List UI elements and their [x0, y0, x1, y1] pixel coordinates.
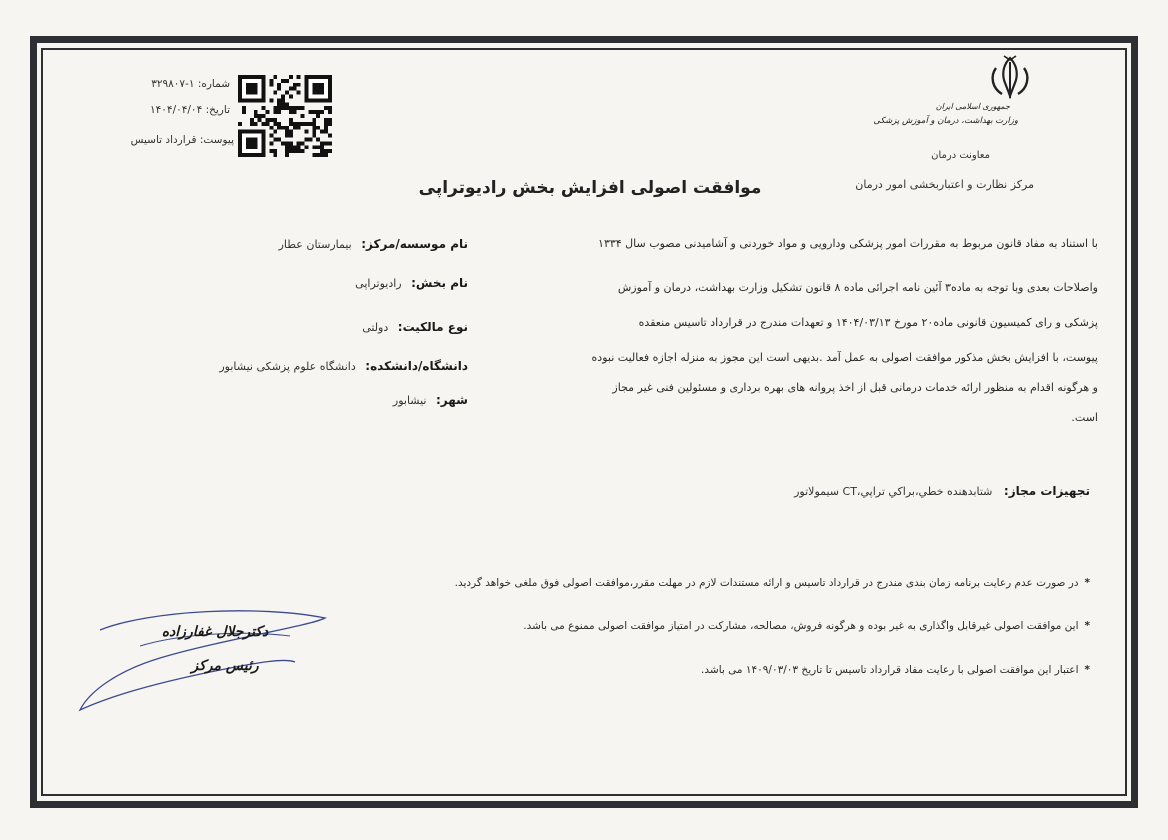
field-value: دولتی	[362, 321, 389, 334]
field-label: دانشگاه/دانشکده:	[365, 359, 468, 373]
note-text: اعتبار این موافقت اصولی با رعایت مفاد قرارداد تاسیس تا تاریخ ۱۴۰۹/۰۳/۰۳ می باشد.	[701, 664, 1079, 676]
letter-attachment	[112, 134, 234, 146]
equipment-value: شتابدهنده خطي،براكي تراپي،CT سيمولاتور	[794, 485, 993, 498]
note-bullet: *	[1084, 664, 1090, 676]
field-institution	[188, 237, 468, 257]
field-value: رادیوتراپی	[355, 277, 402, 290]
body-line: است.	[1071, 411, 1098, 424]
note-item	[370, 620, 1090, 632]
letter-number	[120, 78, 230, 90]
field-value: بیمارستان عطار	[278, 238, 352, 251]
equipment-label: تجهیزات مجاز:	[1003, 484, 1090, 498]
note-text: این موافقت اصولی غیرقابل واگذاری به غیر بوده و هرگونه فروش، مصالحه، مشارکت در امتیاز موافقت اصولی ممنوع می باشد.	[523, 620, 1079, 632]
field-label: نام موسسه/مرکز:	[361, 237, 468, 251]
attachment-label: پیوست:	[199, 134, 234, 146]
field-value: دانشگاه علوم پزشکی نیشابور	[219, 360, 356, 373]
body-line: پیوست، با افزایش بخش مذکور موافقت اصولی به عمل آمد .بدیهی است این مجوز به منزله اجازه فعالیت نبوده	[591, 351, 1098, 364]
deputy-name: معاونت درمان	[931, 150, 990, 161]
ministry-name: وزارت بهداشت، درمان و آموزش پزشکی	[873, 116, 1018, 126]
field-label: شهر:	[436, 393, 468, 407]
body-line: پزشکی و رای کمیسیون قانونی ماده۲۰ مورخ ۱۴۰۴/۰۳/۱۳ و تعهدات مندرج در قرارداد تاسیس منعقده	[638, 316, 1098, 329]
date-label: تاریخ:	[205, 104, 230, 116]
field-ownership	[188, 320, 468, 340]
body-line: و هرگونه اقدام به منظور ارائه خدمات درمانی قبل از اخذ پروانه های بهره برداری و مسئولین فنی غیر مجاز	[612, 381, 1098, 394]
signatory-role: رئیس مرکز	[191, 658, 259, 674]
country-name: جمهوری اسلامی ایران	[935, 102, 1010, 111]
note-bullet: *	[1084, 620, 1090, 632]
note-item	[370, 577, 1090, 589]
field-city	[188, 393, 468, 413]
note-bullet: *	[1084, 577, 1090, 589]
body-line: با استناد به مفاد قانون مربوط به مقررات امور پزشکی ودارویی و مواد خوردنی و آشامیدنی مصوب سال ۱۳۳۴	[598, 237, 1098, 250]
number-label: شماره:	[197, 78, 230, 90]
date-value: ۱۴۰۴/۰۴/۰۴	[150, 104, 203, 116]
body-line: واصلاحات بعدی وبا توجه به ماده۳ آئین نامه اجرائی ماده ۸ قانون تشکیل وزارت بهداشت، درمان و آموزش	[617, 281, 1098, 294]
center-name: مرکز نظارت و اعتباربخشی امور درمان	[855, 178, 1034, 191]
field-ward	[188, 276, 468, 296]
note-item	[370, 664, 1090, 676]
iran-emblem-icon	[978, 54, 1042, 102]
attachment-value: قرارداد تاسیس	[130, 134, 197, 146]
note-text: در صورت عدم رعایت برنامه زمان بندی مندرج در قرارداد تاسیس و ارائه مستندات لازم در مهلت مقرر،موافقت اصولی فوق ملغی خواهد گردید.	[454, 577, 1079, 589]
field-label: نوع مالکیت:	[397, 320, 468, 334]
document-title: موافقت اصولی افزایش بخش رادیوتراپی	[418, 178, 762, 198]
field-label: نام بخش:	[411, 276, 468, 290]
number-value: ۱-۳۲۹۸۰۷	[151, 78, 195, 90]
letter-date	[120, 104, 230, 116]
equipment-row	[690, 484, 1090, 498]
qr-code-icon	[237, 75, 333, 157]
field-value: نیشابور	[392, 394, 427, 407]
field-university	[188, 359, 468, 379]
signatory-name: دکترجلال غفارزاده	[161, 624, 269, 640]
